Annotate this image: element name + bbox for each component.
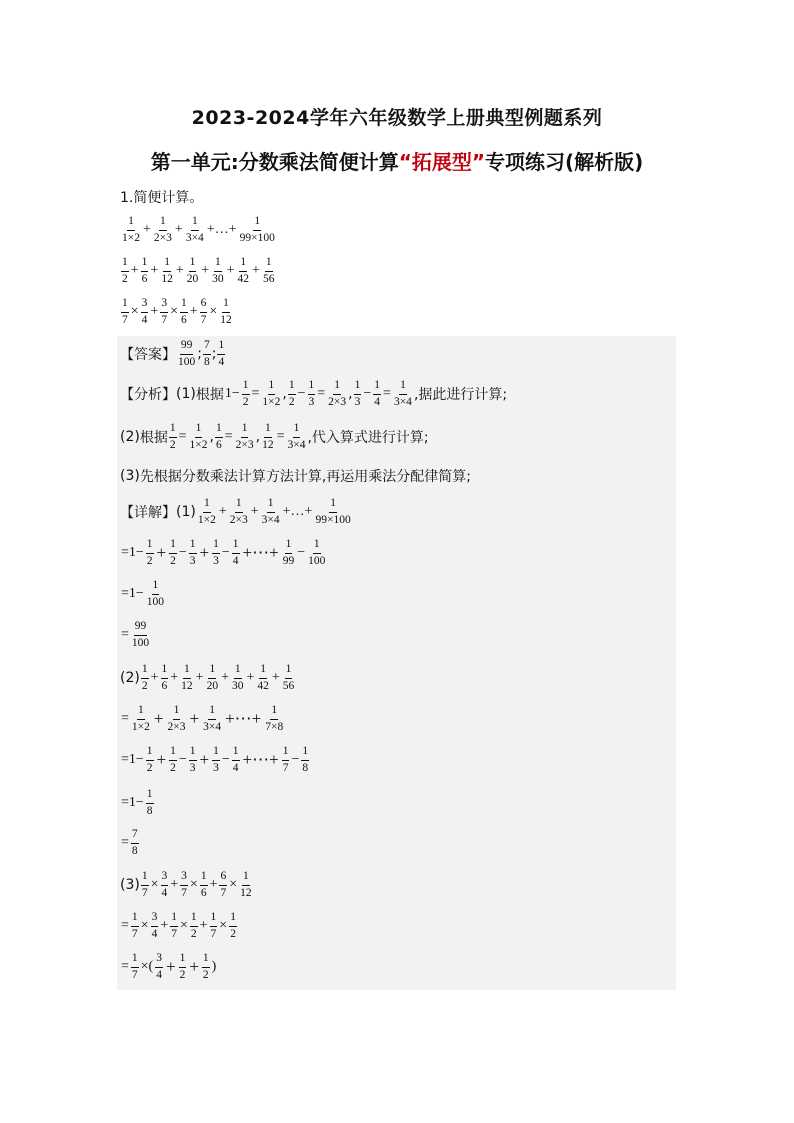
subtitle-part-a: 第一单元:分数乘法简便计算 [150,150,399,174]
detail-1-step-2: =1− $\frac{1}{100}$ [121,579,165,608]
detail-2-step-2: =1− $\frac{1}{2}$ + $\frac{1}{2}$ − $\frac{1}{3}$ + $\frac{1}{3}$ − $\frac{1}{4}$ +⋯+ $\frac{1}{7}$ − $\frac{1}{8}$ [121,745,309,774]
analysis-line-2: (2) 根据 $\frac{1}{2}$ = $\frac{1}{1\times 2}$ , $\frac{1}{6}$ = $\frac{1}{2\times 3}$ , $\frac{1}{12}$ = $\frac{1}{3\times 4}$ ,代入算式进行计算; [120,422,429,451]
detail-label: 【详解】 [120,505,176,521]
subtitle-highlight: “拓展型” [398,150,485,174]
detail-3-step-1: = $\frac{1}{7}$ × $\frac{3}{4}$ + $\frac{1}{7}$ × $\frac{1}{2}$ + $\frac{1}{7}$ × $\frac{1}{2}$ [121,911,236,940]
problem-3: $\frac{1}{7}$ × $\frac{3}{4}$ + $\frac{3}{7}$ × $\frac{1}{6}$ + $\frac{6}{7}$ × $\frac{1}{12}$ [122,297,232,326]
detail-3-step-2: = $\frac{1}{7}$ ×( $\frac{3}{4}$ + $\frac{1}{2}$ + $\frac{1}{2}$ ) [121,952,217,981]
subtitle-part-c: 专项练习(解析版) [485,150,644,174]
fraction: $\frac{1}{3\times 4}$ [185,215,204,244]
problem-2: $\frac{1}{2}$ + $\frac{1}{6}$ + $\frac{1}{12}$ + $\frac{1}{20}$ + $\frac{1}{30}$ + $\frac{1}{42}$ + $\frac{1}{56}$ [122,256,275,285]
detail-2-step-3: =1− $\frac{1}{8}$ [121,788,153,817]
detail-2-step-1: = $\frac{1}{1\times 2}$ + $\frac{1}{2\times 3}$ + $\frac{1}{3\times 4}$ +⋯+ $\frac{1}{7\times 8}$ [121,704,284,733]
analysis-label: 【分析】 [120,387,176,403]
fraction: $\frac{1}{1\times 2}$ [122,215,140,244]
fraction: $\frac{1}{99\times 100}$ [239,215,275,244]
detail-1-problem: 【详解】 (1) $\frac{1}{1\times 2}$ + $\frac{1}{2\times 3}$ + $\frac{1}{3\times 4}$ +…+ $\frac{1}{99\times 100}$ [120,497,351,526]
detail-3-problem: (3) $\frac{1}{7}$ × $\frac{3}{4}$ + $\frac{3}{7}$ × $\frac{1}{6}$ + $\frac{6}{7}$ × $\frac{1}{12}$ [120,870,252,899]
analysis-line-3: (3) 先根据分数乘法计算方法计算,再运用乘法分配律简算; [120,468,472,485]
document-subtitle [0,146,794,175]
detail-1-step-1: =1− $\frac{1}{2}$ + $\frac{1}{2}$ − $\frac{1}{3}$ + $\frac{1}{3}$ − $\frac{1}{4}$ +⋯+ $\frac{1}{99}$ − $\frac{1}{100}$ [121,538,326,567]
document-title: 2023-2024学年六年级数学上册典型例题系列 [191,107,603,129]
fraction: $\frac{1}{2\times 3}$ [153,215,172,244]
problem-1: $\frac{1}{1\times 2}$ + $\frac{1}{2\times 3}$ + $\frac{1}{3\times 4}$ +…+ $\frac{1}{99\times 100}$ [122,215,275,244]
detail-2-problem: (2) $\frac{1}{2}$ + $\frac{1}{6}$ + $\frac{1}{12}$ + $\frac{1}{20}$ + $\frac{1}{30}$ + $\frac{1}{42}$ + $\frac{1}{56}$ [120,663,295,692]
detail-2-step-4: = $\frac{7}{8}$ [121,828,138,857]
analysis-line-1: 【分析】 (1) 根据 1− $\frac{1}{2}$ = $\frac{1}{1\times 2}$ , $\frac{1}{2}$ − $\frac{1}{3}$ = $\frac{1}{2\times 3}$ , $\frac{1}{3}$ − $\frac{1}{4}$ = $\frac{1}{3\times 4}$ ,据此进行计算; [120,379,508,408]
question-heading: 1.简便计算。 [120,190,204,206]
answer-label: 【答案】 [120,347,176,363]
detail-1-step-3: = $\frac{99}{100}$ [121,620,150,649]
answer-line: 【答案】 $\frac{99}{100}$ ; $\frac{7}{8}$ ; $\frac{1}{4}$ [120,339,225,368]
